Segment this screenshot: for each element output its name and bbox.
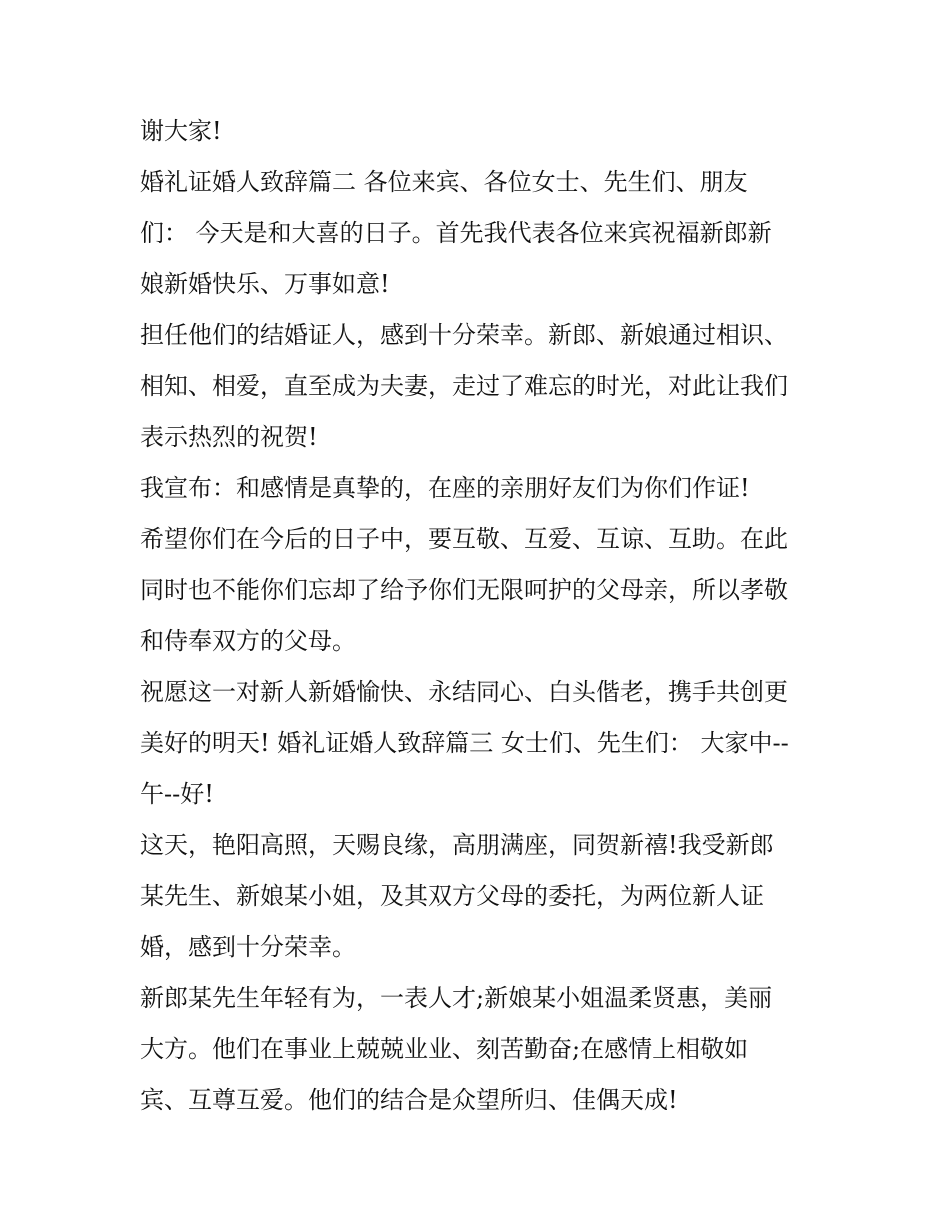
- text-line: 祝愿这一对新人新婚愉快、永结同心、白头偕老，携手共创更: [140, 678, 788, 706]
- text-line: 大方。他们在事业上兢兢业业、刻苦勤奋;在感情上相敬如: [140, 1035, 749, 1063]
- text-line: 谢大家!: [140, 117, 222, 145]
- text-line: 同时也不能你们忘却了给予你们无限呵护的父母亲，所以孝敬: [140, 576, 788, 604]
- text-line: 希望你们在今后的日子中，要互敬、互爱、互谅、互助。在此: [140, 525, 788, 553]
- text-line: 某先生、新娘某小姐，及其双方父母的委托，为两位新人证: [140, 882, 764, 910]
- text-line: 这天，艳阳高照，天赐良缘，高朋满座，同贺新禧!我受新郎: [140, 831, 774, 859]
- text-line: 表示热烈的祝贺!: [140, 423, 318, 451]
- text-line: 婚礼证婚人致辞篇二 各位来宾、各位女士、先生们、朋友: [140, 168, 748, 196]
- text-line: 相知、相爱，直至成为夫妻，走过了难忘的时光，对此让我们: [140, 372, 788, 400]
- document-body: [140, 106, 830, 1126]
- text-line: 新郎某先生年轻有为，一表人才;新娘某小姐温柔贤惠，美丽: [140, 984, 773, 1012]
- text-line: 美好的明天! 婚礼证婚人致辞篇三 女士们、先生们： 大家中--: [140, 729, 789, 757]
- text-line: 午--好!: [140, 780, 214, 808]
- text-line: 和侍奉双方的父母。: [140, 627, 356, 655]
- text-line: 娘新婚快乐、万事如意!: [140, 270, 390, 298]
- text-line: 担任他们的结婚证人，感到十分荣幸。新郎、新娘通过相识、: [140, 321, 788, 349]
- text-line: 宾、互尊互爱。他们的结合是众望所归、佳偶天成!: [140, 1086, 678, 1114]
- text-line: 们： 今天是和大喜的日子。首先我代表各位来宾祝福新郎新: [140, 219, 772, 247]
- text-line: 我宣布：和感情是真挚的，在座的亲朋好友们为你们作证!: [140, 474, 750, 502]
- text-line: 婚，感到十分荣幸。: [140, 933, 356, 961]
